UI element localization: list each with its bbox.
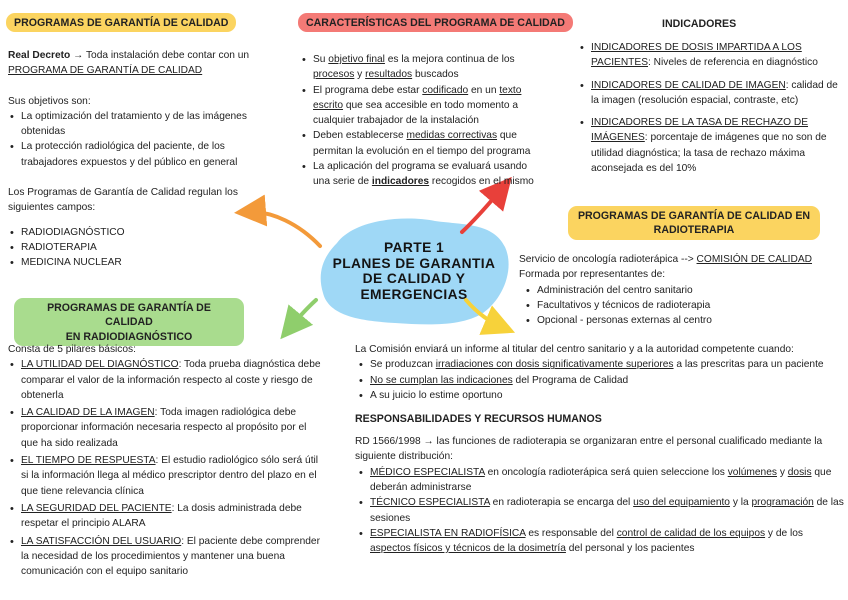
pillar-text: : Toda prueba diagnóstica debe comparar el valor de la información respecto al coste y riesgo de obtenerla: [21, 359, 321, 401]
fields-list: [8, 225, 283, 271]
list-item: • La protección radiológica del paciente, de los trabajadores expuestos y del público en general: [8, 139, 283, 170]
underlined-text: volúmenes: [727, 466, 777, 478]
center-line-3: DE CALIDAD Y: [362, 271, 466, 287]
underlined-text: uso del equipamiento: [633, 497, 730, 509]
pillar-name: LA SEGURIDAD DEL PACIENTE: [21, 502, 172, 514]
text: en radioterapia se encarga del: [489, 497, 634, 509]
pillar-text: : La dosis administrada debe respetar el principio ALARA: [21, 502, 302, 530]
left-bottom-title: [14, 298, 244, 346]
list-item: [578, 115, 844, 176]
list-item: [300, 83, 545, 129]
list-item: • RADIODIAGNÓSTICO: [8, 225, 283, 240]
underlined-text: irradiaciones con dosis significativamente superiores: [435, 359, 674, 371]
pillar-text: : El estudio radiológico sólo será útil si la información llega al médico prescriptor dentro del plazo en el que tiene relevancia clínica: [21, 455, 319, 497]
characteristics-title: CARACTERÍSTICAS DEL PROGRAMA DE CALIDAD: [298, 13, 573, 32]
underlined-text: procesos: [313, 69, 355, 81]
list-item: [357, 357, 845, 372]
text: del Programa de Calidad: [512, 374, 629, 386]
underlined-text: TÉCNICO ESPECIALISTA: [370, 497, 490, 509]
pillar-text: : El paciente debe comprender la necesidad de los procedimientos y mantener una buena comunicación con el equipo sanitario: [21, 535, 320, 578]
radiotherapy-title-line2: RADIOTERAPIA: [653, 224, 735, 237]
center-line-4: EMERGENCIAS: [360, 286, 468, 302]
text: La aplicación del programa se evaluará usando una serie de: [313, 161, 528, 188]
underlined-text: resultados: [365, 69, 413, 81]
service-line: [519, 252, 844, 267]
indicator-name: INDICADORES DE DOSIS IMPARTIDA A LOS PACIENTES: [591, 42, 802, 69]
objectives-list: [8, 109, 283, 170]
indicators-list: [578, 40, 844, 176]
report-intro: La Comisión enviará un informe al titular del centro sanitario y a la autoridad competente cuando:: [355, 344, 794, 355]
text: de las sesiones: [370, 497, 844, 524]
radiotherapy-title: [568, 206, 820, 240]
list-item: [357, 373, 845, 388]
list-item: • MEDICINA NUCLEAR: [8, 255, 283, 270]
radiotherapy-title-line1: PROGRAMAS DE GARANTÍA DE CALIDAD EN: [577, 210, 811, 222]
underlined-text: aspectos físicos y técnicos de la dosimetría: [370, 543, 566, 555]
center-line-2: PLANES DE GARANTIA: [332, 255, 496, 271]
left-bottom-title-line1: PROGRAMAS DE GARANTÍA DE CALIDAD: [47, 302, 211, 329]
arrow-to-left-bottom: [288, 300, 316, 330]
list-item: [8, 501, 326, 532]
left-top-section: [8, 48, 283, 271]
objectives-intro: Sus objetivos son:: [8, 95, 91, 107]
center-line-1: PARTE 1: [383, 240, 445, 255]
text: es responsable del: [525, 527, 617, 539]
list-item: [357, 495, 845, 526]
list-item: [357, 526, 845, 557]
text: del personal y los pacientes: [565, 543, 695, 555]
text: Se produzcan: [370, 359, 436, 371]
text: y: [776, 466, 788, 478]
left-bottom-title-line2: EN RADIODIAGNÓSTICO: [65, 330, 193, 343]
arrow-to-radiotherapy: [466, 300, 504, 328]
list-item: [578, 40, 844, 71]
underlined-text: objetivo final: [328, 54, 385, 65]
indicator-name: INDICADORES DE CALIDAD DE IMAGEN: [591, 79, 786, 91]
real-decreto-text: → Toda instalación debe contar con un: [70, 50, 250, 61]
members-list: [519, 283, 844, 329]
underlined-text: programación: [751, 497, 814, 509]
program-link: PROGRAMA DE GARANTÍA DE CALIDAD: [8, 65, 203, 77]
text: en oncología radioterápica será quien seleccione los: [484, 466, 728, 478]
text: y la: [729, 497, 752, 509]
indicators-title: INDICADORES: [662, 18, 737, 30]
formed-by: Formada por representantes de:: [519, 269, 666, 281]
underlined-text: ESPECIALISTA EN RADIOFÍSICA: [370, 527, 526, 539]
pillar-name: LA UTILIDAD DEL DIAGNÓSTICO: [21, 359, 179, 371]
staff-list: [355, 465, 845, 557]
text: Servicio de oncología radioterápica -->: [519, 254, 697, 265]
list-item: [357, 465, 845, 496]
responsibilities-title: RESPONSABILIDADES Y RECURSOS HUMANOS: [355, 413, 602, 426]
list-item: • La optimización del tratamiento y de las imágenes obtenidas: [8, 109, 283, 140]
list-item: [8, 534, 326, 580]
text: Su: [313, 54, 329, 65]
underlined-text: control de calidad de los equipos: [616, 527, 766, 539]
report-conditions: [355, 357, 845, 403]
list-item: [8, 453, 326, 499]
indicator-text: : calidad de la imagen (resolución espacial, contraste, etc): [591, 79, 838, 106]
indicators-section: [578, 40, 844, 176]
pillar-name: EL TIEMPO DE RESPUESTA: [21, 455, 156, 467]
indicator-name: INDICADORES DE LA TASA DE RECHAZO DE IMÁGENES: [591, 117, 809, 144]
list-item: [8, 357, 326, 403]
list-item: • Facultativos y técnicos de radioterapia: [524, 298, 844, 313]
fields-intro: Los Programas de Garantía de Calidad regulan los siguientes campos:: [8, 187, 238, 214]
underlined-text: texto escrito: [313, 84, 522, 111]
underlined-text: medidas correctivas: [406, 130, 498, 142]
list-item: • RADIOTERAPIA: [8, 240, 283, 255]
indicator-text: : Niveles de referencia en diagnóstico: [648, 57, 818, 69]
text: que permitan la evolución en el tiempo del programa: [313, 130, 531, 157]
text: Deben establecerse: [313, 130, 407, 142]
text: recogidos en el mismo: [429, 176, 534, 188]
real-decreto-paragraph: [8, 48, 283, 79]
radiotherapy-report: [355, 342, 845, 556]
pillar-name: LA SATISFACCIÓN DEL USUARIO: [21, 535, 182, 547]
arrow-to-characteristics: [462, 186, 504, 232]
text: y: [354, 69, 366, 81]
list-item: [300, 52, 545, 83]
underlined-text: dosis: [787, 466, 812, 478]
radiotherapy-commission: [519, 252, 844, 328]
pillars-intro: Consta de 5 pilares básicos:: [8, 344, 136, 355]
commission-link: COMISIÓN DE CALIDAD: [696, 254, 813, 265]
left-top-title: PROGRAMAS DE GARANTÍA DE CALIDAD: [6, 13, 236, 32]
text: buscados: [412, 69, 459, 81]
text: en un: [468, 84, 500, 96]
indicator-text: : porcentaje de imágenes que no son de utilidad diagnóstica; la tasa de rechazo máxima aconsejada es del 10%: [591, 132, 827, 175]
indicators-keyword: indicadores: [371, 176, 430, 188]
text: que sea accesible en todo momento a cualquier trabajador de la instalación: [313, 99, 519, 127]
list-item: [8, 405, 326, 451]
underlined-text: No se cumplan las indicaciones: [370, 374, 513, 386]
real-decreto-bold: Real Decreto: [8, 50, 71, 61]
underlined-text: codificado: [422, 84, 469, 96]
text: es la mejora continua de los: [384, 54, 515, 65]
text: El programa debe estar: [313, 84, 423, 96]
pillar-text: : Toda imagen radiológica debe proporcionar información necesaria respecto al propósito por el que ha sido realizada: [21, 407, 307, 449]
list-item: [578, 78, 844, 109]
pillars-list: [8, 357, 326, 579]
list-item: [300, 159, 545, 190]
list-item: • Administración del centro sanitario: [524, 283, 844, 298]
underlined-text: MÉDICO ESPECIALISTA: [370, 466, 485, 478]
rd-paragraph: RD 1566/1998 → las funciones de radioterapia se organizaran entre el personal cualificado mediante la siguiente distribución:: [355, 436, 823, 463]
text: y de los: [765, 527, 804, 539]
characteristics-section: [300, 52, 545, 190]
list-item: [300, 128, 545, 159]
text: a las prescritas para un paciente: [673, 359, 824, 371]
text: que deberán administrarse: [370, 466, 832, 493]
pillar-name: LA CALIDAD DE LA IMAGEN: [21, 407, 155, 419]
list-item: • A su juicio lo estime oportuno: [357, 388, 845, 403]
list-item: • Opcional - personas externas al centro: [524, 313, 844, 328]
left-bottom-section: [8, 342, 326, 579]
characteristics-list: [300, 52, 545, 190]
